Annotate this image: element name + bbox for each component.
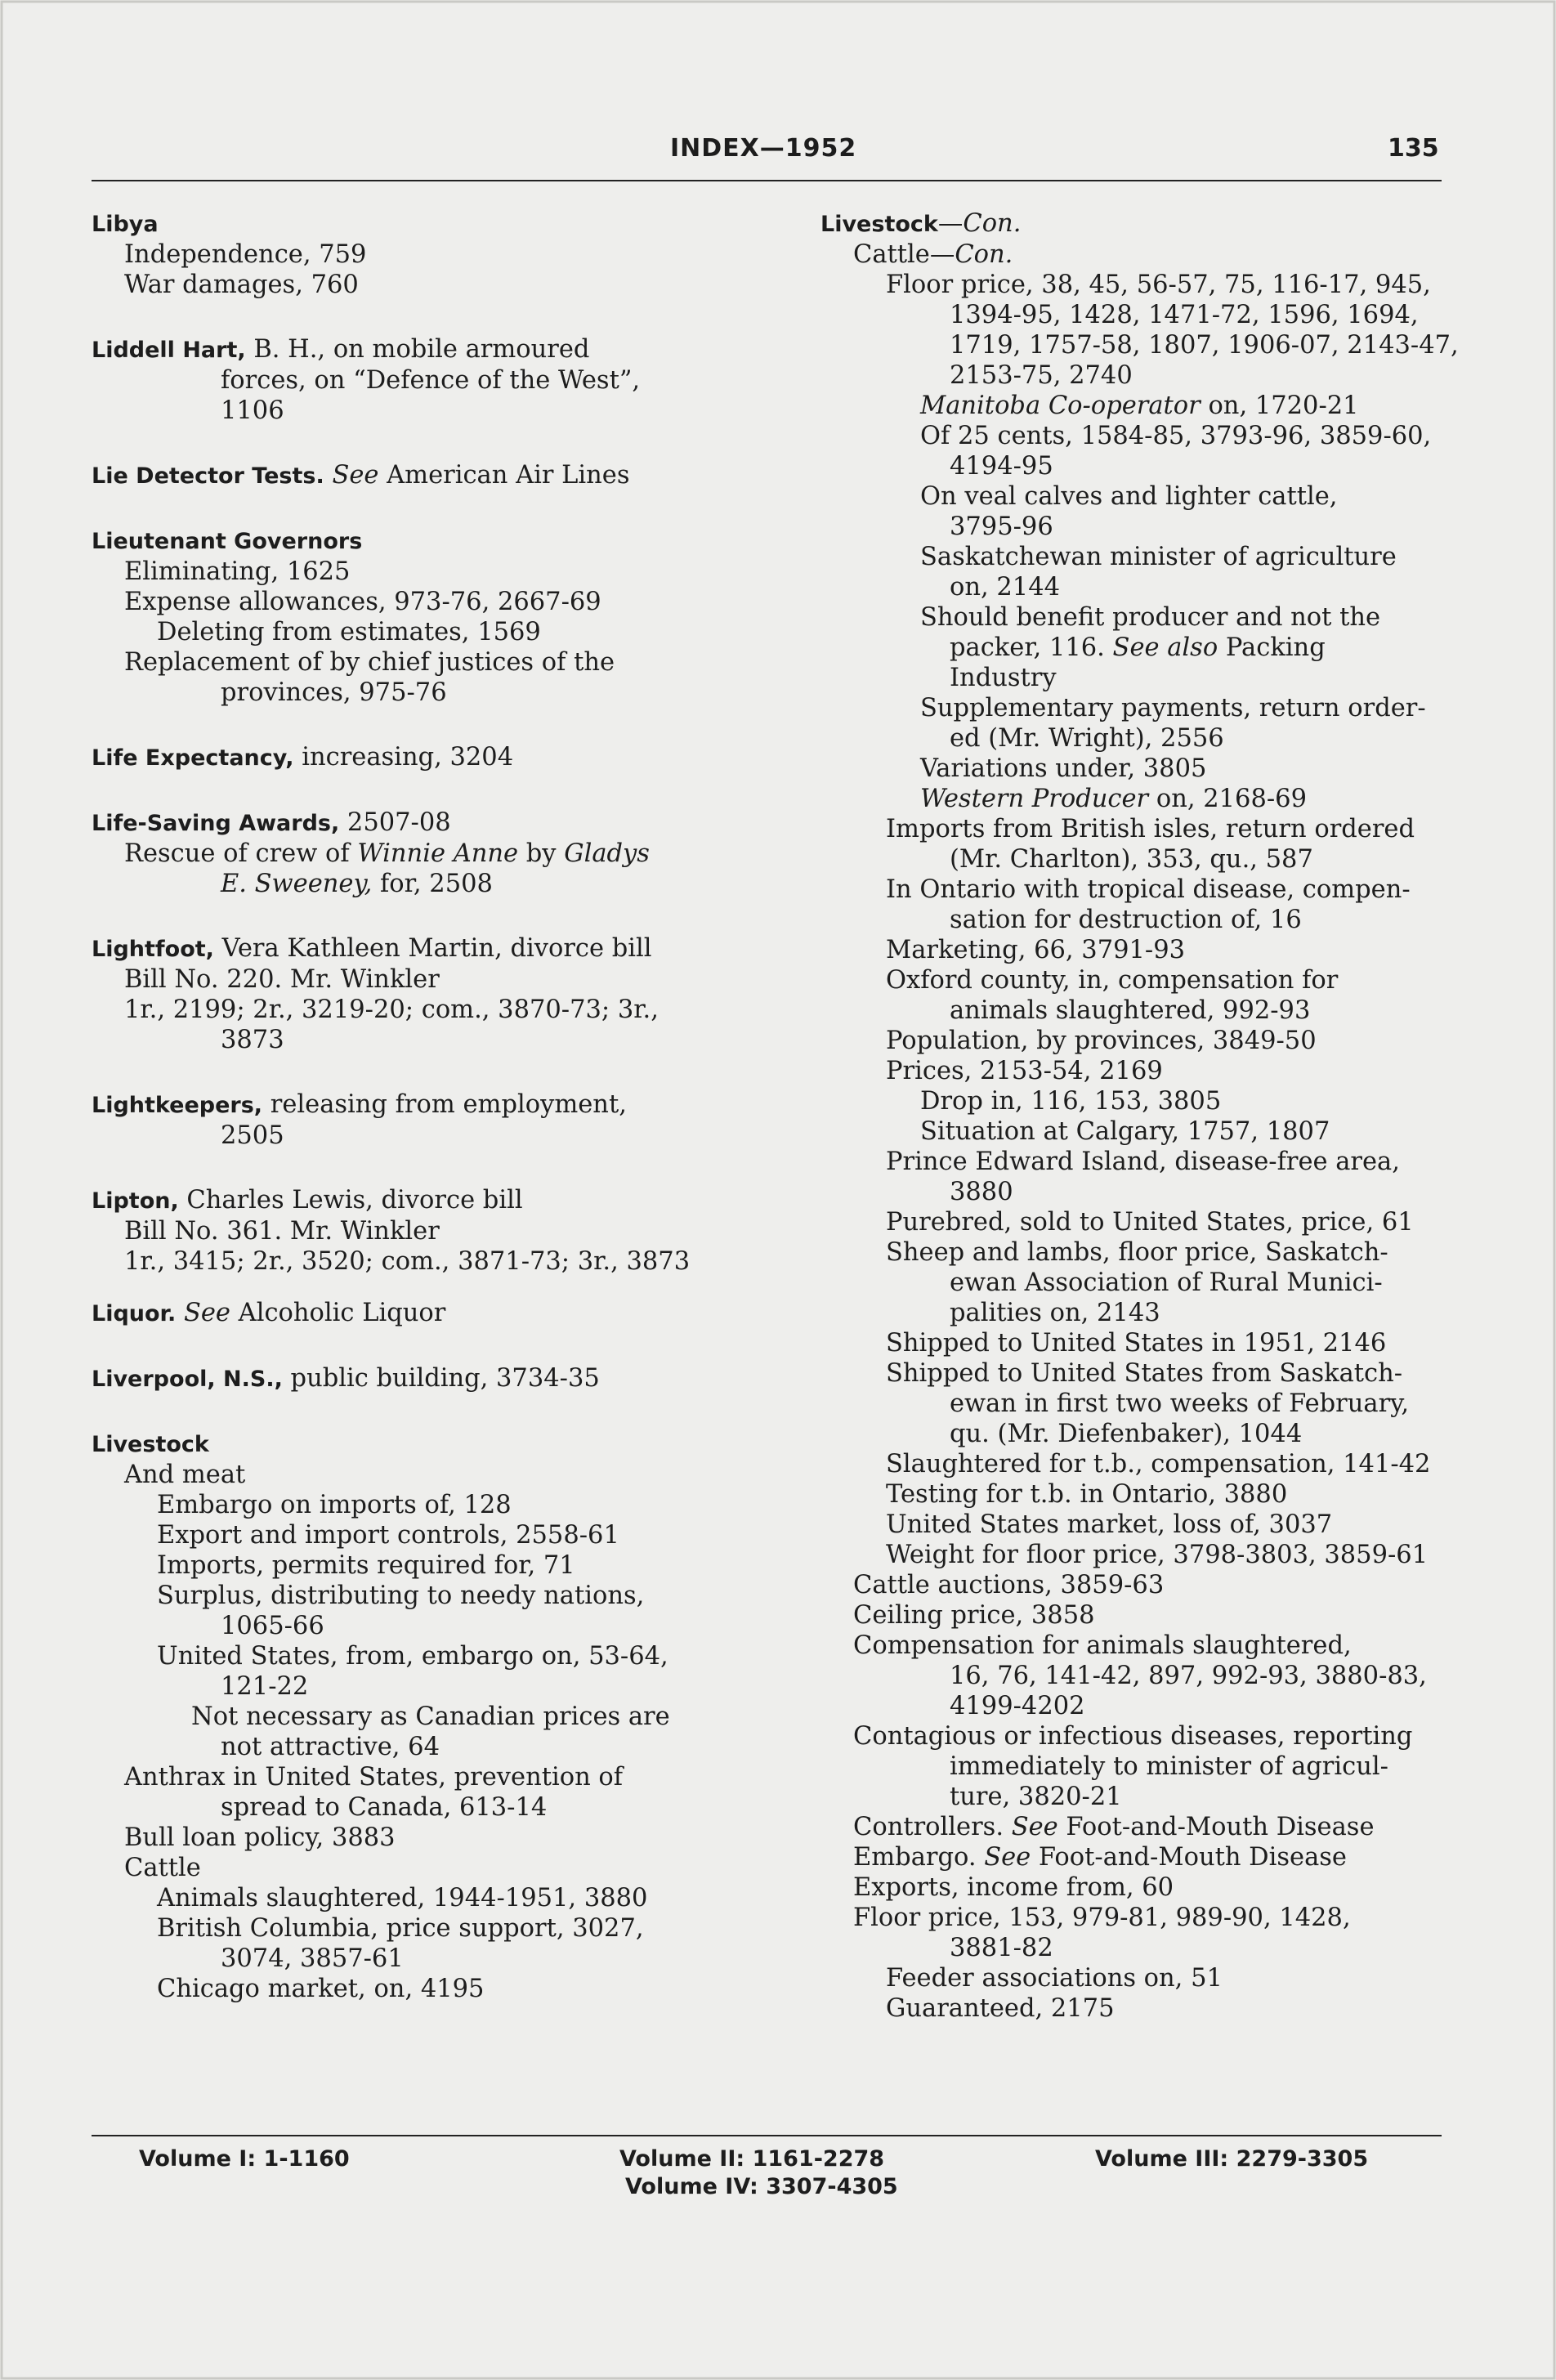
index-subentry (92, 1732, 762, 1762)
entry-text: Not necessary as Canadian prices are (191, 1702, 670, 1731)
entry-text: Compensation for animals slaughtered, (853, 1631, 1352, 1660)
entry-heading: Lie Detector Tests. (92, 463, 324, 489)
index-subentry (92, 839, 762, 869)
entry-heading: Livestock (820, 212, 938, 237)
entry-text: Drop in, 116, 153, 3805 (920, 1087, 1222, 1116)
italic-text: See also (1112, 633, 1218, 662)
index-subentry (820, 330, 1459, 360)
index-subentry (820, 1298, 1450, 1328)
entry-text: ture, 3820-21 (950, 1783, 1122, 1811)
entry-text: 1719, 1757-58, 1807, 1906-07, 2143-47, (950, 331, 1459, 360)
italic-text: See (984, 1843, 1031, 1872)
entry-text: And meat (124, 1461, 246, 1489)
entry-text: releasing from employment, (262, 1090, 627, 1119)
index-subentry (820, 1510, 1450, 1540)
entry-text: 16, 76, 141-42, 897, 992-93, 3880-83, (950, 1662, 1427, 1690)
entry-text: Should benefit producer and not the (920, 603, 1381, 632)
index-subentry (92, 1883, 762, 1913)
entry-text: Cattle auctions, 3859-63 (853, 1571, 1165, 1599)
index-subentry (820, 1570, 1450, 1600)
entry-text: 3880 (950, 1178, 1013, 1206)
entry-text: ewan Association of Rural Munici- (950, 1268, 1383, 1297)
index-subentry (820, 602, 1450, 633)
entry-text: on, 1720-21 (1200, 391, 1359, 420)
index-subentry (92, 1121, 762, 1151)
index-subentry (820, 1540, 1450, 1570)
index-subentry (92, 1520, 762, 1550)
entry-text: B. H., on mobile armoured (245, 335, 590, 364)
entry-text: 2505 (221, 1121, 284, 1150)
entry-heading: Lightfoot, (92, 937, 214, 962)
index-subentry (820, 451, 1450, 481)
index-subentry (92, 557, 762, 587)
entry-heading: Libya (92, 212, 159, 237)
entry-text: Exports, income from, 60 (853, 1873, 1174, 1902)
footer-rule (92, 2135, 1442, 2136)
index-subentry (820, 1026, 1450, 1056)
entry-heading: Liquor. (92, 1301, 177, 1326)
entry-text: Embargo. (853, 1843, 985, 1872)
entry-text: public building, 3734-35 (282, 1364, 600, 1393)
entry-text: provinces, 975-76 (221, 678, 447, 707)
index-subentry (820, 754, 1450, 784)
entry-text: Weight for floor price, 3798-3803, 3859-61 (886, 1541, 1429, 1569)
entry-text: Marketing, 66, 3791-93 (886, 936, 1186, 964)
entry-text: 3873 (221, 1026, 284, 1054)
index-subentry (92, 1974, 762, 2004)
index-subentry (820, 1358, 1450, 1389)
entry-text: Shipped to United States from Saskatch- (886, 1359, 1403, 1388)
index-subentry (820, 723, 1450, 754)
entry-heading: Liverpool, N.S., (92, 1367, 283, 1392)
entry-text (324, 461, 333, 490)
entry-text: Controllers. (853, 1813, 1012, 1841)
index-subentry (92, 869, 762, 899)
index-subentry (820, 360, 1450, 391)
entry-text: Anthrax in United States, prevention of (124, 1763, 624, 1792)
index-subentry (92, 1246, 762, 1277)
entry-text: sation for destruction of, 16 (950, 906, 1302, 934)
entry-text: 1r., 2199; 2r., 3219-20; com., 3870-73; 3r., (124, 995, 659, 1024)
entry-text: American Air Lines (378, 461, 630, 490)
index-subentry (92, 396, 762, 426)
index-subentry (820, 905, 1450, 935)
index-heading-entry (92, 808, 762, 839)
entry-text: ewan in first two weeks of February, (950, 1389, 1410, 1418)
index-subentry (820, 542, 1450, 572)
index-subentry (820, 965, 1450, 995)
index-heading-entry (92, 334, 762, 365)
entry-text: Feeder associations on, 51 (886, 1964, 1223, 1993)
entry-text: Bill No. 361. Mr. Winkler (124, 1217, 440, 1246)
entry-text: Vera Kathleen Martin, divorce bill (213, 934, 652, 963)
entry-text: Prince Edward Island, disease-free area, (886, 1148, 1400, 1176)
entry-heading: Lightkeepers, (92, 1093, 263, 1118)
entry-text: Imports, permits required for, 71 (157, 1551, 575, 1580)
entry-text: On veal calves and lighter cattle, (920, 482, 1338, 511)
index-subentry (820, 875, 1450, 905)
entry-text: Packing (1218, 633, 1326, 662)
index-subentry (92, 1702, 762, 1732)
entry-text: Floor price, 153, 979-81, 989-90, 1428, (853, 1904, 1351, 1932)
index-heading-entry (820, 208, 1450, 239)
index-subentry (820, 1237, 1450, 1268)
entry-text: for, 2508 (372, 870, 493, 898)
index-subentry (92, 1490, 762, 1520)
index-subentry (820, 1419, 1450, 1449)
index-subentry (92, 1762, 762, 1792)
index-subentry (820, 572, 1450, 602)
index-subentry (92, 1641, 762, 1671)
page-number: 135 (1388, 134, 1439, 163)
index-subentry (820, 1207, 1450, 1237)
entry-text: Cattle (124, 1854, 201, 1882)
entry-text: 1r., 3415; 2r., 3520; com., 3871-73; 3r., 3873 (124, 1247, 691, 1276)
index-subentry (820, 935, 1450, 965)
entry-text: by (518, 839, 565, 868)
index-heading-entry (92, 208, 762, 239)
index-subentry (92, 1823, 762, 1853)
italic-text: See (183, 1299, 230, 1327)
entry-text: Ceiling price, 3858 (853, 1601, 1095, 1630)
index-subentry (92, 647, 762, 678)
entry-heading: Lieutenant Governors (92, 529, 363, 554)
entry-text: animals slaughtered, 992-93 (950, 996, 1311, 1025)
entry-text: increasing, 3204 (293, 743, 514, 772)
index-subentry (92, 239, 762, 270)
index-subentry (820, 1147, 1450, 1177)
entry-text: spread to Canada, 613-14 (221, 1793, 548, 1822)
entry-text: Alcoholic Liquor (230, 1299, 446, 1327)
entry-text: Prices, 2153-54, 2169 (886, 1057, 1163, 1085)
entry-text: Oxford county, in, compensation for (886, 966, 1339, 995)
index-subentry (820, 391, 1450, 421)
index-subentry (820, 1600, 1450, 1631)
entry-text: Charles Lewis, divorce bill (178, 1186, 523, 1215)
italic-text: Con. (955, 240, 1013, 269)
volume-i-range: Volume I: 1-1160 (139, 2146, 350, 2172)
index-subentry (820, 1268, 1450, 1298)
index-subentry (820, 693, 1450, 723)
index-subentry (92, 1913, 762, 1944)
entry-text: Floor price, 38, 45, 56-57, 75, 116-17, 945, (886, 271, 1431, 299)
index-subentry (820, 1389, 1450, 1419)
entry-text: Foot-and-Mouth Disease (1031, 1843, 1347, 1872)
index-heading-entry (92, 526, 762, 557)
index-subentry (820, 1903, 1450, 1933)
index-subentry (92, 1944, 762, 1974)
index-subentry (820, 1812, 1450, 1842)
index-heading-entry (92, 933, 762, 964)
entry-text: 4199-4202 (950, 1692, 1085, 1720)
index-subentry (820, 1056, 1450, 1086)
index-heading-entry (92, 1089, 762, 1121)
index-subentry (820, 1691, 1450, 1721)
entry-text: packer, 116. (950, 633, 1113, 662)
entry-text: Sheep and lambs, floor price, Saskatch- (886, 1238, 1388, 1267)
index-subentry (92, 270, 762, 300)
entry-text: ed (Mr. Wright), 2556 (950, 724, 1224, 753)
index-heading-entry (92, 742, 762, 773)
index-subentry (820, 1449, 1450, 1479)
index-subentry (92, 964, 762, 995)
index-subentry (92, 1550, 762, 1581)
entry-text: — (937, 209, 964, 238)
index-subentry (92, 1611, 762, 1641)
italic-text: Winnie Anne (357, 839, 519, 868)
index-subentry (820, 1751, 1450, 1782)
volume-iv-range: Volume IV: 3307-4305 (625, 2174, 898, 2199)
entry-text: Surplus, distributing to needy nations, (157, 1581, 645, 1610)
index-subentry (820, 1177, 1450, 1207)
entry-text: United States market, loss of, 3037 (886, 1510, 1333, 1539)
index-subentry (820, 1963, 1450, 1993)
right-index-column (820, 208, 1459, 2024)
index-subentry (92, 1792, 762, 1823)
index-subentry (92, 365, 762, 396)
entry-text: Supplementary payments, return order- (920, 694, 1426, 722)
entry-text: palities on, 2143 (950, 1299, 1160, 1327)
index-subentry (820, 633, 1450, 663)
entry-heading: Livestock (92, 1432, 209, 1457)
entry-text: Shipped to United States in 1951, 2146 (886, 1329, 1387, 1358)
entry-heading: Life Expectancy, (92, 745, 294, 771)
italic-text: See (1011, 1813, 1058, 1841)
entry-text: qu. (Mr. Diefenbaker), 1044 (950, 1420, 1303, 1448)
index-subentry (820, 1721, 1450, 1751)
entry-text: Replacement of by chief justices of the (124, 648, 615, 677)
index-subentry (820, 1661, 1450, 1691)
index-heading-entry (92, 1429, 762, 1460)
entry-text: Imports from British isles, return ordered (886, 815, 1415, 843)
index-subentry (92, 617, 762, 647)
entry-text: forces, on “Defence of the West”, (221, 366, 641, 395)
entry-text: Bull loan policy, 3883 (124, 1823, 396, 1852)
entry-text: on, 2144 (950, 573, 1061, 602)
entry-text: on, 2168-69 (1148, 785, 1307, 813)
entry-text: 2507-08 (339, 808, 451, 837)
index-subentry (820, 995, 1450, 1026)
entry-text: Guaranteed, 2175 (886, 1994, 1115, 2023)
index-heading-entry (92, 1363, 762, 1394)
entry-text: Of 25 cents, 1584-85, 3793-96, 3859-60, (920, 422, 1432, 450)
entry-text: Bill No. 220. Mr. Winkler (124, 965, 440, 994)
entry-text: In Ontario with tropical disease, compen- (886, 875, 1411, 904)
index-subentry (820, 1842, 1450, 1872)
entry-text: British Columbia, price support, 3027, (157, 1914, 644, 1943)
entry-heading: Life-Saving Awards, (92, 811, 340, 836)
index-subentry (820, 1782, 1450, 1812)
volume-ii-range: Volume II: 1161-2278 (619, 2146, 885, 2172)
entry-text (176, 1299, 184, 1327)
entry-text: 3795-96 (950, 512, 1053, 541)
index-subentry (820, 784, 1450, 814)
entry-text: 2153-75, 2740 (950, 361, 1133, 390)
index-heading-entry (92, 1298, 762, 1329)
entry-text: Independence, 759 (124, 240, 367, 269)
index-subentry (820, 481, 1450, 512)
index-subentry (92, 1216, 762, 1246)
entry-text: United States, from, embargo on, 53-64, (157, 1642, 668, 1671)
entry-text: Saskatchewan minister of agriculture (920, 543, 1397, 571)
index-subentry (820, 844, 1450, 875)
volume-iii-range: Volume III: 2279-3305 (1095, 2146, 1369, 2172)
entry-text: Industry (950, 664, 1057, 692)
entry-text: (Mr. Charlton), 353, qu., 587 (950, 845, 1313, 874)
index-subentry (820, 1116, 1450, 1147)
entry-text: Eliminating, 1625 (124, 557, 351, 586)
index-heading-entry (92, 1185, 762, 1216)
entry-text: Foot-and-Mouth Disease (1057, 1813, 1375, 1841)
italic-text: Manitoba Co-operator (920, 391, 1201, 420)
entry-text: Rescue of crew of (124, 839, 358, 868)
italic-text: E. Sweeney, (221, 870, 373, 898)
index-subentry (92, 995, 762, 1025)
entry-text: 121-22 (221, 1672, 309, 1701)
entry-text: Cattle— (853, 240, 955, 269)
entry-text: Testing for t.b. in Ontario, 3880 (886, 1480, 1288, 1509)
index-subentry (820, 1328, 1450, 1358)
page-title: INDEX—1952 (670, 134, 857, 163)
entry-text: War damages, 760 (124, 271, 359, 299)
header-rule (92, 180, 1442, 181)
entry-text: not attractive, 64 (221, 1733, 440, 1761)
entry-text: Contagious or infectious diseases, reporting (853, 1722, 1413, 1751)
index-subentry (92, 1025, 762, 1055)
entry-text: 3881-82 (950, 1934, 1053, 1962)
index-subentry (92, 587, 762, 617)
entry-text: Deleting from estimates, 1569 (157, 618, 541, 646)
index-subentry (820, 1631, 1450, 1661)
entry-text: Population, by provinces, 3849-50 (886, 1027, 1317, 1055)
entry-text: Situation at Calgary, 1757, 1807 (920, 1117, 1330, 1146)
entry-heading: Liddell Hart, (92, 338, 246, 363)
italic-text: Gladys (564, 839, 650, 868)
index-subentry (820, 1086, 1450, 1116)
index-subentry (820, 814, 1450, 844)
index-heading-entry (92, 460, 762, 491)
entry-text: Chicago market, on, 4195 (157, 1975, 485, 2003)
entry-text: Embargo on imports of, 128 (157, 1491, 512, 1519)
index-subentry (820, 239, 1450, 270)
index-subentry (820, 1993, 1450, 2024)
index-subentry (92, 678, 762, 708)
index-subentry (820, 1479, 1450, 1510)
entry-heading: Lipton, (92, 1188, 179, 1214)
entry-text: 4194-95 (950, 452, 1053, 481)
index-subentry (820, 421, 1450, 451)
entry-text: Export and import controls, 2558-61 (157, 1521, 619, 1550)
index-subentry (820, 512, 1450, 542)
index-subentry (92, 1460, 762, 1490)
entry-text: 3074, 3857-61 (221, 1944, 404, 1973)
entry-text: immediately to minister of agricul- (950, 1752, 1388, 1781)
italic-text: Western Producer (920, 785, 1149, 813)
entry-text: Expense allowances, 973-76, 2667-69 (124, 588, 601, 616)
entry-text: 1065-66 (221, 1612, 324, 1640)
index-subentry (820, 1872, 1450, 1903)
entry-text: 1394-95, 1428, 1471-72, 1596, 1694, (950, 301, 1419, 329)
index-subentry (820, 270, 1450, 300)
entry-text: 1106 (221, 396, 284, 425)
index-subentry (92, 1853, 762, 1883)
index-subentry (820, 663, 1450, 693)
entry-text: Animals slaughtered, 1944-1951, 3880 (157, 1884, 648, 1912)
italic-text: See (332, 461, 379, 490)
left-index-column (92, 208, 762, 2004)
index-subentry (820, 1933, 1450, 1963)
index-subentry (92, 1581, 762, 1611)
index-subentry (820, 300, 1450, 330)
entry-text: Purebred, sold to United States, price, 61 (886, 1208, 1414, 1237)
index-subentry (92, 1671, 762, 1702)
italic-text: Con. (963, 209, 1022, 238)
entry-text: Slaughtered for t.b., compensation, 141-42 (886, 1450, 1431, 1479)
entry-text: Variations under, 3805 (920, 754, 1207, 783)
